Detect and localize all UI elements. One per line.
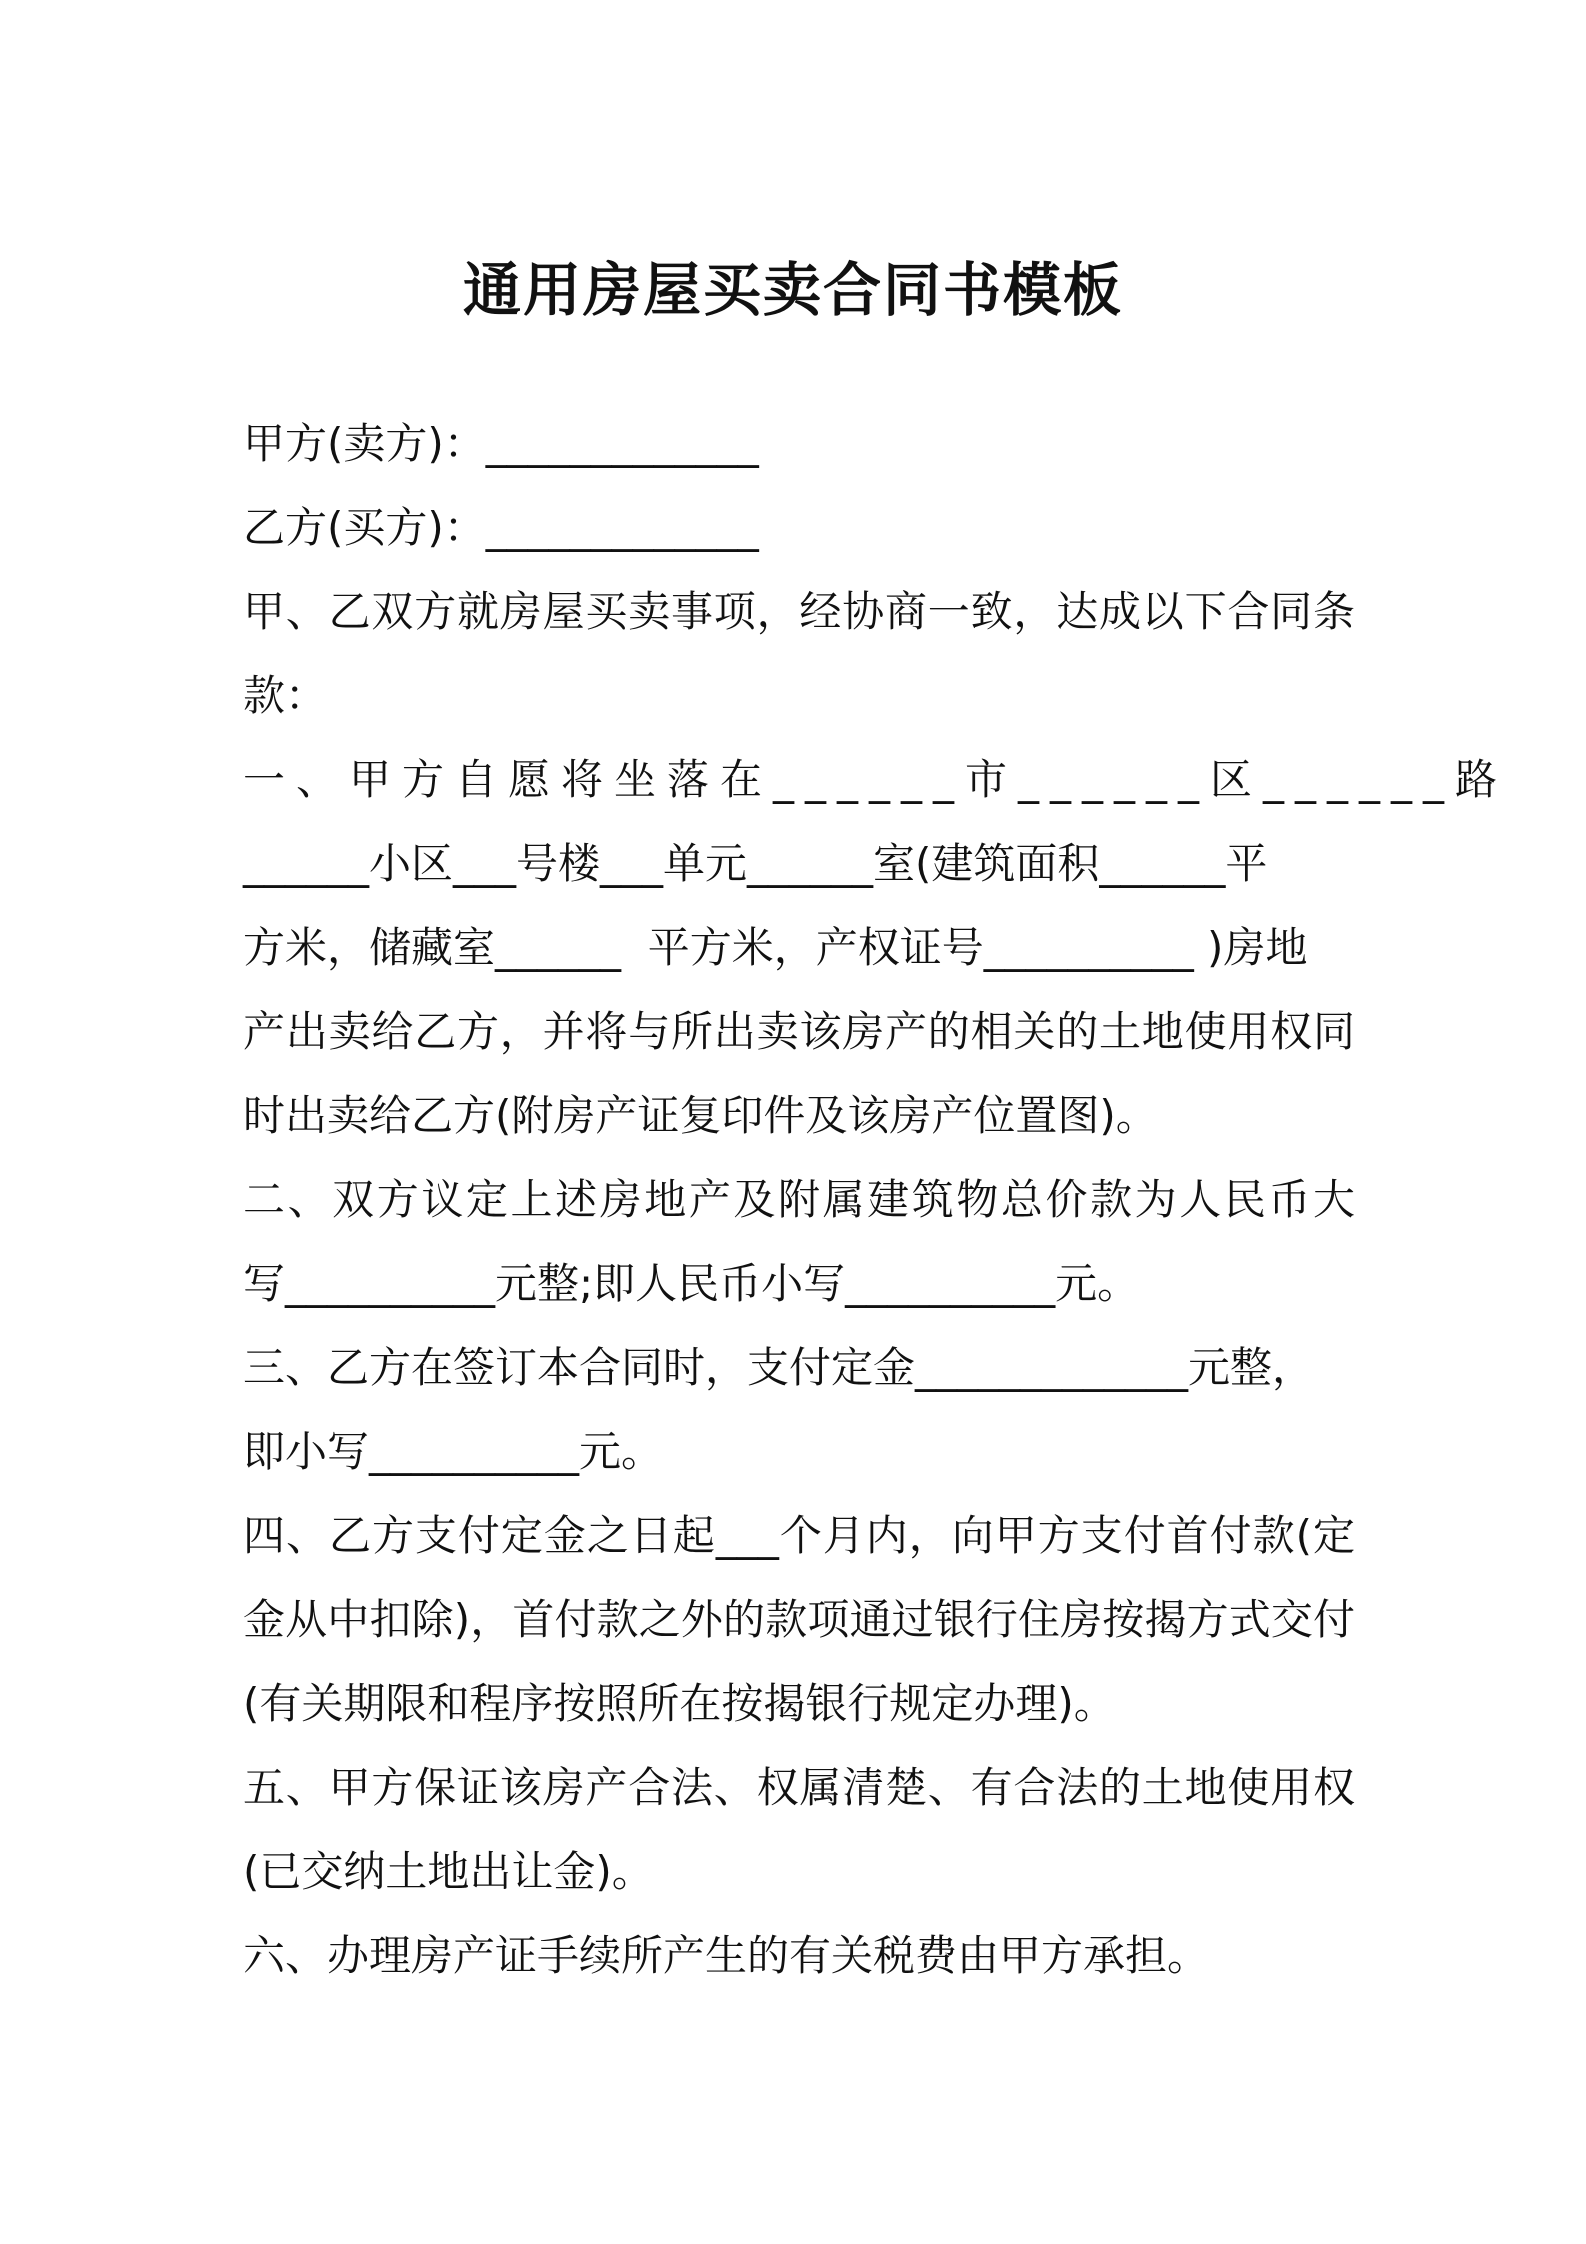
document-body (243, 402, 1509, 1998)
preamble-line: 款： (243, 671, 328, 720)
clause-4-line: 金从中扣除)，首付款之外的款项通过银行住房按揭方式交付 (243, 1595, 1355, 1644)
clause-1-line: 一、甲方自愿将坐落在______市______区______路 (243, 755, 1509, 804)
clause-5-line: 五、甲方保证该房产合法、权属清楚、有合法的土地使用权 (243, 1763, 1355, 1812)
clause-2-line: 二、双方议定上述房地产及附属建筑物总价款为人民币大 (243, 1175, 1355, 1224)
preamble-line: 甲、乙双方就房屋买卖事项，经协商一致，达成以下合同条 (243, 587, 1355, 636)
party-b-line: 乙方(买方)：_____________ (243, 503, 759, 552)
clause-6-line: 六、办理房产证手续所产生的有关税费由甲方承担。 (243, 1931, 1210, 1980)
clause-4-line: 四、乙方支付定金之日起___个月内，向甲方支付首付款(定 (243, 1511, 1355, 1560)
clause-1-line: 产出卖给乙方，并将与所出卖该房产的相关的土地使用权同 (243, 1007, 1355, 1056)
clause-3-line: 即小写__________元。 (243, 1427, 664, 1476)
clause-4-line: (有关期限和程序按照所在按揭银行规定办理)。 (243, 1679, 1116, 1728)
clause-5-line: (已交纳土地出让金)。 (243, 1847, 654, 1896)
document-title: 通用房屋买卖合同书模板 (462, 256, 1123, 324)
clause-2-line: 写__________元整;即人民币小写__________元。 (243, 1259, 1140, 1308)
clause-3-line: 三、乙方在签订本合同时，支付定金_____________元整， (243, 1343, 1315, 1392)
party-a-line: 甲方(卖方)：_____________ (243, 419, 759, 468)
clause-1-line: 时出卖给乙方(附房产证复印件及该房产位置图)。 (243, 1091, 1158, 1140)
clause-1-line: ______小区___号楼___单元______室(建筑面积______平 (243, 839, 1268, 888)
clause-1-line: 方米，储藏室______ 平方米，产权证号__________ )房地 (243, 923, 1308, 972)
